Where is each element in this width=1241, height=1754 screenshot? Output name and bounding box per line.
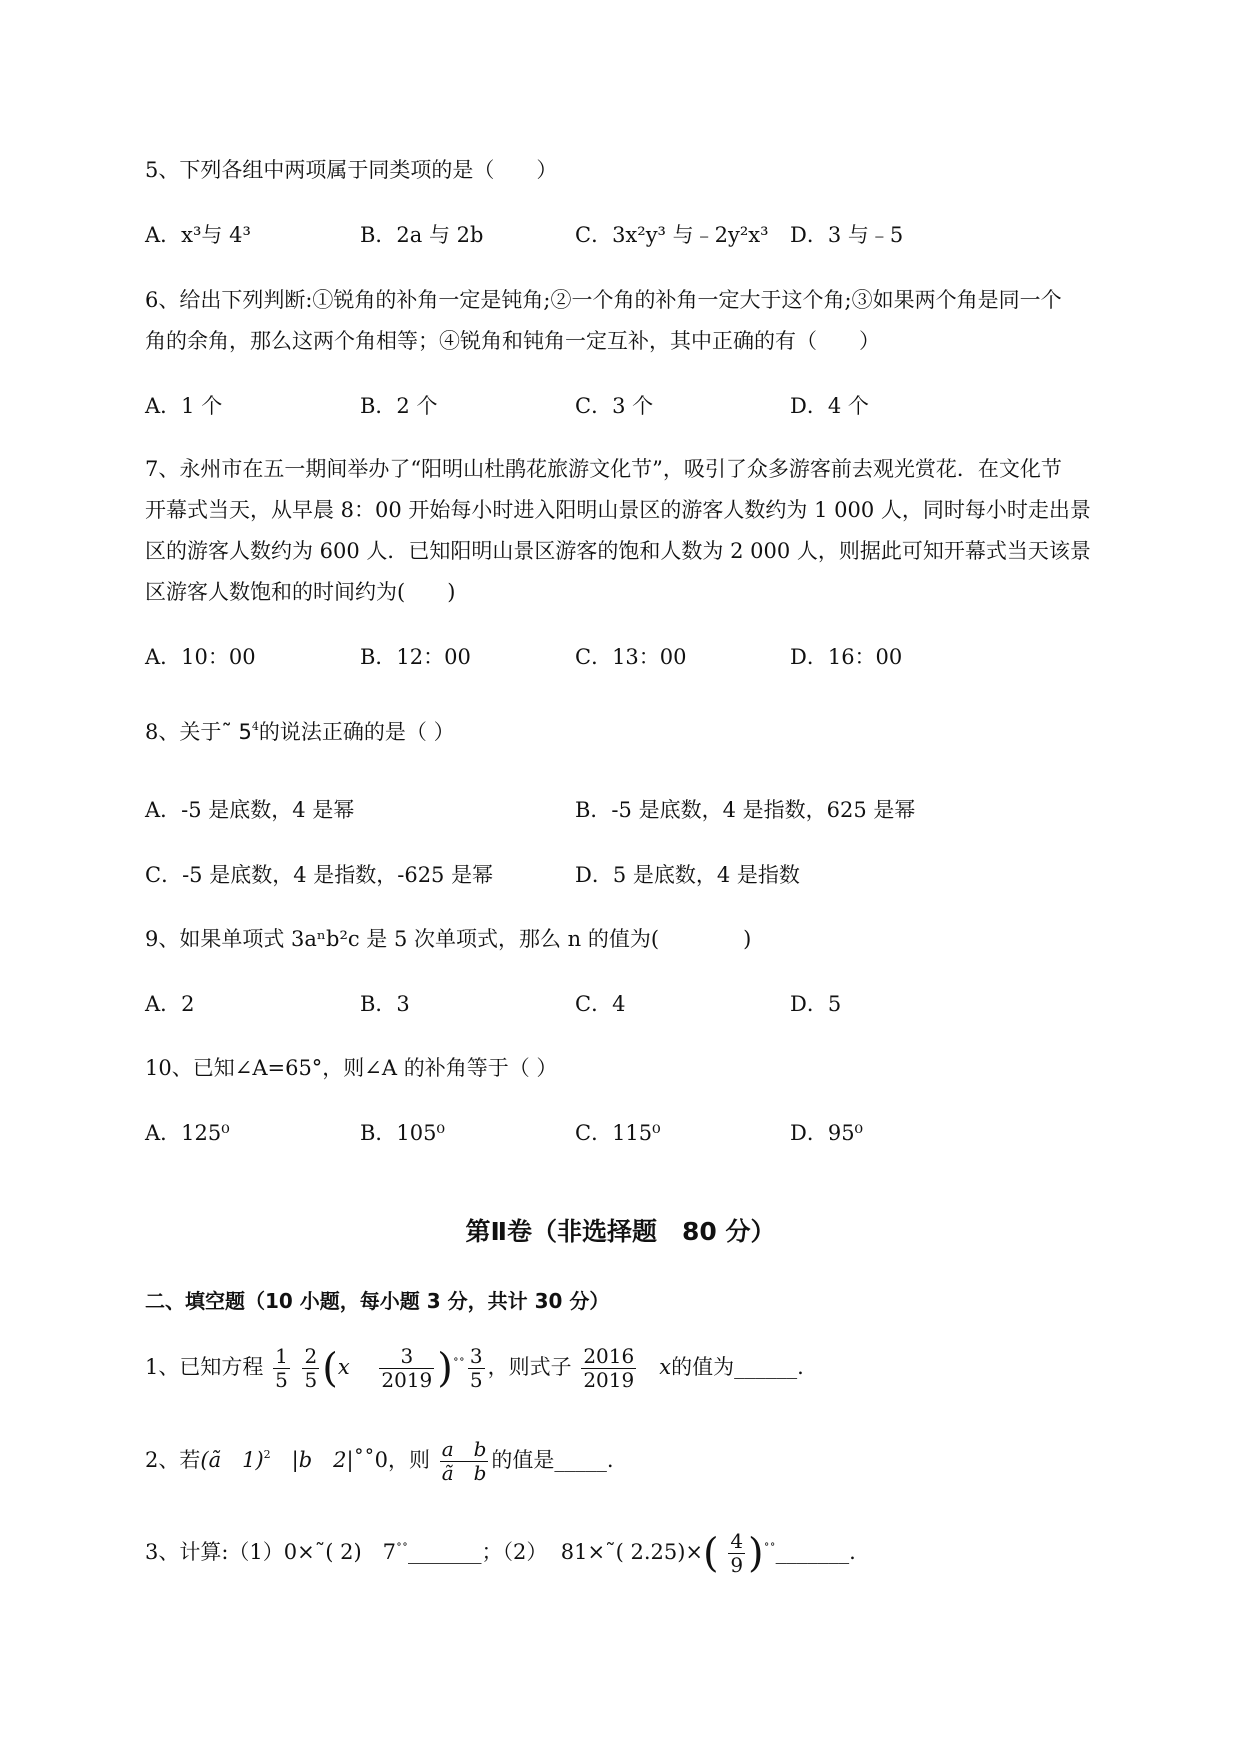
fill-question-3 <box>145 1530 856 1577</box>
question-7-option-d: D．16：00 <box>790 645 903 669</box>
question-5-stem: 5、下列各组中两项属于同类项的是（ ） <box>145 158 558 182</box>
question-6-option-a: A．1 个 <box>145 394 223 418</box>
fraction-numerator: 4 <box>730 1529 744 1553</box>
section-title: 第Ⅱ卷（非选择题 80 分） <box>465 1217 776 1246</box>
fill-q2-equals: ˚˚0 <box>353 1448 388 1472</box>
fraction-numerator: 3 <box>379 1345 434 1369</box>
fraction-numerator: 1 <box>275 1344 288 1368</box>
question-8-expression: ˜ 5 <box>221 720 252 744</box>
fill-q3-blank-1: _______；（2） <box>408 1540 548 1564</box>
fraction-denominator: 9 <box>730 1553 744 1577</box>
fraction-denominator: 5 <box>469 1368 483 1392</box>
fill-question-2 <box>145 1438 614 1485</box>
fill-q2-fraction <box>440 1438 489 1485</box>
fill-q3-prefix: 3、计算:（1） <box>145 1540 284 1564</box>
question-8-option-c: C．-5 是底数，4 是指数，-625 是幂 <box>145 863 494 887</box>
question-8-prefix: 8、关于 <box>145 720 222 744</box>
variable-x: x <box>337 1355 350 1379</box>
question-9-option-d: D．5 <box>790 992 842 1016</box>
fill-q1-fraction-3 <box>379 1345 434 1392</box>
question-9-stem: 9、如果单项式 3aⁿb²c 是 5 次单项式，那么 n 的值为( ) <box>145 927 752 951</box>
left-paren: ( <box>703 1530 719 1577</box>
fill-q2-expression: (ã 1) <box>200 1448 264 1472</box>
question-10-option-c: C．115⁰ <box>575 1121 661 1145</box>
fill-q3-fraction <box>728 1530 745 1577</box>
question-7-option-b: B．12：00 <box>360 645 471 669</box>
question-6-option-d: D．4 个 <box>790 394 869 418</box>
equals-mark: ˚˚ <box>452 1357 465 1371</box>
question-10-option-d: D．95⁰ <box>790 1121 863 1145</box>
question-8-exponent: 4 <box>251 720 259 733</box>
question-6-option-c: C．3 个 <box>575 394 654 418</box>
fraction-denominator: 2019 <box>381 1368 433 1392</box>
fraction-denominator: 5 <box>275 1368 288 1392</box>
fill-q1-fraction-4 <box>468 1345 485 1392</box>
fill-q1-prefix: 1、已知方程 <box>145 1355 264 1379</box>
fraction-denominator: 5 <box>304 1368 318 1392</box>
question-6-stem-line-1: 6、给出下列判断:①锐角的补角一定是钝角;②一个角的补角一定大于这个角;③如果两个角是同一个 <box>145 288 1062 312</box>
question-8-stem <box>145 722 455 743</box>
fill-q3-expression-2: 81×˜( 2.25)× <box>560 1540 704 1564</box>
question-5-option-d: D．3 与﹣5 <box>790 223 904 247</box>
fill-q2-abs-expression: |b 2| <box>270 1448 354 1472</box>
question-6-stem-line-2: 角的余角，那么这两个角相等；④锐角和钝角一定互补，其中正确的有（ ） <box>145 329 880 353</box>
question-6-option-b: B．2 个 <box>360 394 438 418</box>
question-5-option-b: B．2a 与 2b <box>360 223 484 247</box>
fraction-numerator: 2016 <box>583 1344 635 1368</box>
fraction-numerator: 2 <box>304 1344 318 1368</box>
question-10-option-a: A．125⁰ <box>145 1121 230 1145</box>
question-10-stem: 10、已知∠A=65°，则∠A 的补角等于（ ） <box>145 1056 558 1080</box>
fill-q3-blank-2: _______. <box>775 1540 856 1564</box>
fill-q1-fraction-5 <box>581 1345 636 1392</box>
fill-q2-prefix: 2、若 <box>145 1448 201 1472</box>
left-paren: ( <box>322 1345 338 1392</box>
right-paren: ) <box>437 1345 453 1392</box>
fill-q2-suffix: 的值是_____. <box>491 1448 614 1472</box>
question-9-option-b: B．3 <box>360 992 410 1016</box>
equals-mark: ˚˚ <box>396 1542 409 1556</box>
fill-q2-exponent: 2 <box>263 1448 271 1461</box>
part-title: 二、填空题（10 小题，每小题 3 分，共计 30 分） <box>145 1289 610 1313</box>
question-8-suffix: 的说法正确的是（ ） <box>258 720 455 744</box>
fill-q2-then: ，则 <box>388 1448 430 1472</box>
fill-q1-mid: ，则式子 <box>487 1355 572 1379</box>
question-5-option-a: A．x³与 4³ <box>145 223 251 247</box>
question-10-option-b: B．105⁰ <box>360 1121 445 1145</box>
question-5-option-c: C．3x²y³ 与﹣2y²x³ <box>575 223 769 247</box>
fill-q1-fraction-1 <box>273 1345 290 1392</box>
variable-x: x <box>659 1355 672 1379</box>
fill-q1-suffix: 的值为______. <box>671 1355 804 1379</box>
question-8-option-a: A．-5 是底数，4 是幂 <box>145 798 355 822</box>
question-8-option-b: B．-5 是底数，4 是指数，625 是幂 <box>575 798 916 822</box>
fraction-numerator: a b <box>441 1437 487 1461</box>
fill-question-1 <box>145 1345 804 1392</box>
question-8-option-d: D．5 是底数，4 是指数 <box>575 863 800 887</box>
question-7-stem-line-1: 7、永州市在五一期间举办了“阳明山杜鹃花旅游文化节”，吸引了众多游客前去观光赏花．在文化节 <box>145 457 1062 481</box>
right-paren: ) <box>748 1530 764 1577</box>
question-9-option-a: A．2 <box>145 992 195 1016</box>
equals-mark: ˚˚ <box>763 1542 776 1556</box>
question-7-stem-line-2: 开幕式当天，从早晨 8：00 开始每小时进入阳明山景区的游客人数约为 1 000 人，同时每小时走出景 <box>145 498 1091 522</box>
fill-q3-expression-1: 0×˜( 2) 7 <box>283 1540 397 1564</box>
question-7-option-a: A．10：00 <box>145 645 256 669</box>
fraction-numerator: 3 <box>469 1344 483 1368</box>
question-9-option-c: C．4 <box>575 992 626 1016</box>
fill-q1-fraction-2 <box>302 1345 319 1392</box>
question-7-stem-line-3: 区的游客人数约为 600 人．已知阳明山景区游客的饱和人数为 2 000 人，则据此可知开幕式当天该景 <box>145 539 1091 563</box>
fraction-denominator: ã b <box>441 1461 487 1485</box>
question-7-stem-line-4: 区游客人数饱和的时间约为( ) <box>145 580 456 604</box>
question-7-option-c: C．13：00 <box>575 645 687 669</box>
fraction-denominator: 2019 <box>583 1368 635 1392</box>
